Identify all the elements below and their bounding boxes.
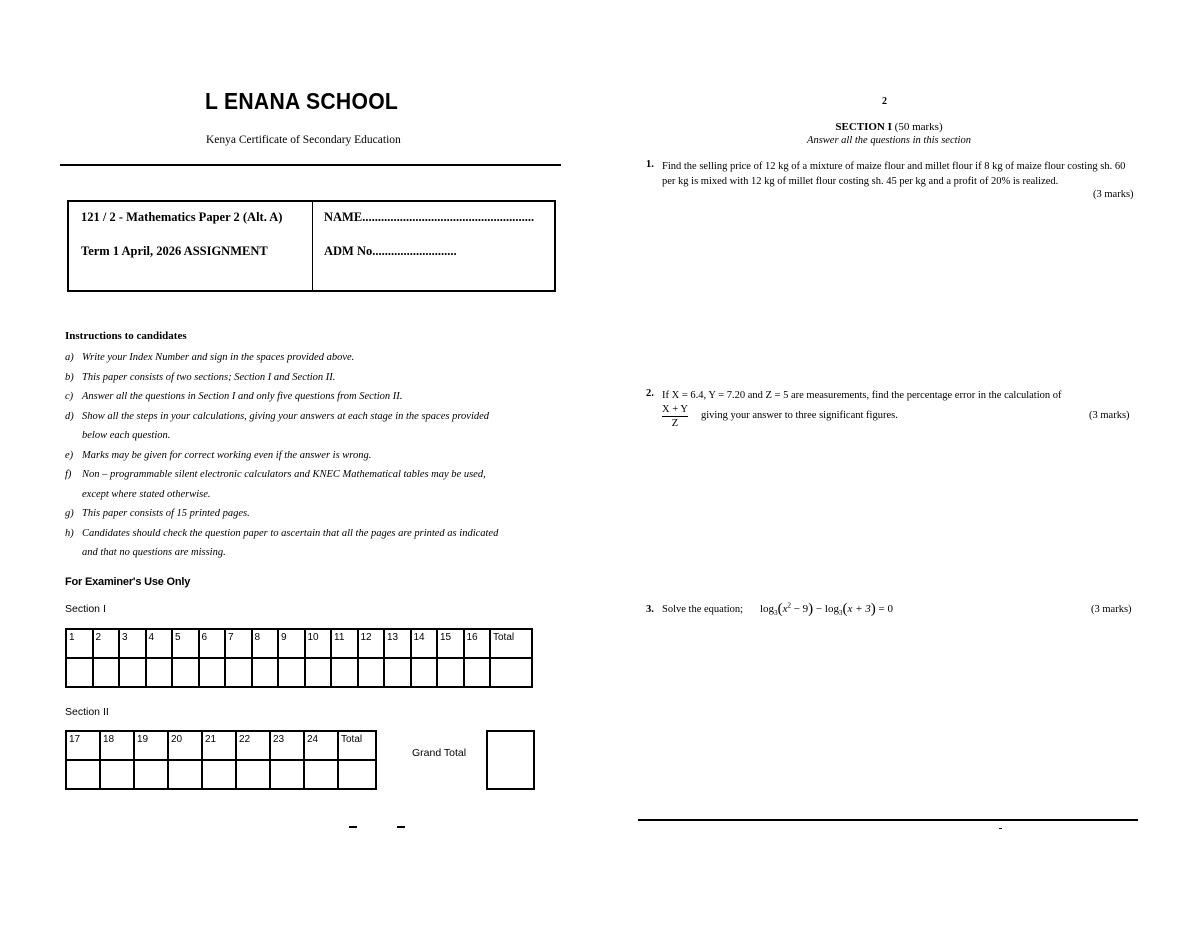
instruction-item — [65, 446, 565, 466]
instruction-text-continued: and that no questions are missing. — [82, 547, 226, 558]
score-cell[interactable] — [358, 658, 385, 687]
instructions-title: Instructions to candidates — [65, 330, 187, 342]
score-cell[interactable] — [93, 658, 120, 687]
question-number: 1. — [646, 159, 654, 170]
question-number: 3. — [646, 604, 654, 615]
section1-label: Section I — [65, 603, 106, 615]
term-label: Term 1 April, 2026 ASSIGNMENT — [81, 244, 268, 258]
question-marks: (3 marks) — [1093, 189, 1134, 200]
question-column-header: Total — [490, 629, 532, 658]
question-column-header: 21 — [202, 731, 236, 760]
header-rule — [60, 164, 561, 166]
instruction-text-continued: below each question. — [82, 430, 171, 441]
instruction-letter: a) — [65, 352, 74, 363]
fraction-denominator: Z — [671, 418, 679, 429]
question-column-header: 7 — [225, 629, 252, 658]
paper-code: 121 / 2 - Mathematics Paper 2 (Alt. A) — [81, 210, 283, 224]
question-marks: (3 marks) — [1091, 604, 1132, 615]
instruction-item — [65, 348, 565, 368]
score-cell[interactable] — [384, 658, 411, 687]
question-column-header: 12 — [358, 629, 385, 658]
score-cell[interactable] — [202, 760, 236, 789]
info-box-divider — [312, 202, 313, 290]
instruction-text: This paper consists of two sections; Section I and Section II. — [82, 371, 336, 383]
instruction-letter: g) — [65, 508, 74, 519]
question-column-header: Total — [338, 731, 376, 760]
score-header-row — [66, 629, 532, 658]
question-column-header: 15 — [437, 629, 464, 658]
question-column-header: 2 — [93, 629, 120, 658]
footer-dash — [999, 828, 1002, 829]
section-title — [640, 121, 1138, 133]
section1-score-table — [65, 628, 533, 688]
log-symbol: log — [824, 603, 839, 615]
eq-term1-rest: − 9 — [790, 603, 809, 615]
instruction-text: Write your Index Number and sign in the spaces provided above. — [82, 352, 355, 363]
instructions-list — [65, 348, 565, 563]
question-column-header: 19 — [134, 731, 168, 760]
question-column-header: 23 — [270, 731, 304, 760]
question-column-header: 4 — [146, 629, 173, 658]
score-cell[interactable] — [119, 658, 146, 687]
instruction-letter: f) — [65, 469, 72, 480]
page-number: 2 — [882, 96, 887, 107]
question-column-header: 8 — [252, 629, 279, 658]
question-text: If X = 6.4, Y = 7.20 and Z = 5 are measurements, find the percentage error in the calculation of — [662, 390, 1062, 401]
paper-info-box — [67, 200, 556, 292]
instruction-letter: h) — [65, 527, 74, 539]
name-field: NAME....................................................... — [324, 210, 535, 224]
score-cell[interactable] — [305, 658, 332, 687]
section-title-marks: (50 marks) — [894, 121, 943, 133]
score-cell[interactable] — [252, 658, 279, 687]
score-cell[interactable] — [304, 760, 338, 789]
instruction-text: This paper consists of 15 printed pages. — [82, 508, 250, 519]
score-cell[interactable] — [66, 658, 93, 687]
section2-label: Section II — [65, 706, 109, 718]
score-cell[interactable] — [331, 658, 358, 687]
instruction-text: Candidates should check the question paper to ascertain that all the pages are printed as indicated — [82, 527, 499, 539]
school-name: L ENANA SCHOOL — [205, 88, 399, 114]
question-number: 2. — [646, 388, 654, 399]
score-cell[interactable] — [66, 760, 100, 789]
question-column-header: 9 — [278, 629, 305, 658]
question-text-after: giving your answer to three significant figures. — [701, 410, 898, 421]
score-entry-row — [66, 760, 376, 789]
instruction-letter: b) — [65, 371, 74, 383]
adm-field: ADM No........................... — [324, 244, 457, 258]
section-subtitle: Answer all the questions in this section — [807, 135, 971, 146]
question-column-header: 6 — [199, 629, 226, 658]
question-column-header: 14 — [411, 629, 438, 658]
instruction-text: Show all the steps in your calculations, giving your answers at each stage in the spaces provided — [82, 410, 490, 422]
log-equation: $\log_3(x^2 - 9) - \log_3(x + 3) = 0$ — [760, 601, 893, 618]
score-cell[interactable] — [270, 760, 304, 789]
question-column-header: 22 — [236, 731, 270, 760]
score-cell[interactable] — [225, 658, 252, 687]
score-cell[interactable] — [437, 658, 464, 687]
footer-dash — [349, 826, 357, 828]
question-column-header: 10 — [305, 629, 332, 658]
question-column-header: 11 — [331, 629, 358, 658]
score-cell[interactable] — [236, 760, 270, 789]
instruction-text: Non – programmable silent electronic calculators and KNEC Mathematical tables may be used, — [82, 469, 486, 480]
question-column-header: 3 — [119, 629, 146, 658]
score-entry-row — [66, 658, 532, 687]
question-text: Find the selling price of 12 kg of a mixture of maize flour and millet flour if 8 kg of maize flour costing sh. 60 per kg is mixed with 12 kg of millet flour costing sh. 45 per kg and a profit of 20% is realized. — [662, 161, 1126, 187]
fraction-numerator: X + Y — [662, 404, 688, 415]
eq-exponent: 2 — [787, 601, 791, 610]
section-title-bold: SECTION I — [835, 121, 892, 133]
score-header-row — [66, 731, 376, 760]
score-cell[interactable] — [278, 658, 305, 687]
grand-total-box — [486, 730, 535, 790]
log-base: 3 — [838, 609, 843, 618]
score-cell[interactable] — [411, 658, 438, 687]
section2-score-table — [65, 730, 377, 790]
grand-total-label: Grand Total — [412, 747, 467, 759]
exam-subtitle: Kenya Certificate of Secondary Education — [206, 134, 401, 146]
question-column-header: 17 — [66, 731, 100, 760]
instruction-item — [65, 524, 565, 544]
question-column-header: 1 — [66, 629, 93, 658]
instruction-item — [65, 465, 565, 485]
instruction-text: Answer all the questions in Section I and only five questions from Section II. — [82, 391, 403, 402]
score-cell[interactable] — [490, 658, 532, 687]
eq-minus: − — [813, 603, 825, 615]
question-column-header: 5 — [172, 629, 199, 658]
question-marks: (3 marks) — [1089, 410, 1130, 421]
fraction — [662, 403, 688, 431]
score-cell[interactable] — [146, 658, 173, 687]
score-cell[interactable] — [199, 658, 226, 687]
score-cell[interactable] — [338, 760, 376, 789]
instruction-letter: c) — [65, 391, 74, 402]
question-column-header: 18 — [100, 731, 134, 760]
eq-term2: x + 3 — [847, 603, 871, 615]
log-symbol: log — [760, 603, 775, 615]
eq-equals: = 0 — [875, 603, 893, 615]
question-text: Solve the equation; — [662, 604, 744, 615]
instruction-item — [65, 504, 565, 524]
question-column-header: 16 — [464, 629, 491, 658]
instruction-item — [65, 387, 565, 407]
instruction-text: Marks may be given for correct working even if the answer is wrong. — [82, 449, 372, 461]
instruction-letter: d) — [65, 410, 74, 422]
instruction-letter: e) — [65, 449, 74, 461]
question-column-header: 13 — [384, 629, 411, 658]
question-column-header: 20 — [168, 731, 202, 760]
score-cell[interactable] — [134, 760, 168, 789]
score-cell[interactable] — [100, 760, 134, 789]
footer-dash — [397, 826, 405, 828]
score-cell[interactable] — [172, 658, 199, 687]
eq-variable: x — [782, 603, 788, 615]
instruction-item — [65, 407, 565, 427]
score-cell[interactable] — [464, 658, 491, 687]
log-base: 3 — [774, 609, 778, 618]
examiner-title: For Examiner's Use Only — [65, 576, 191, 588]
question-column-header: 24 — [304, 731, 338, 760]
footer-rule — [638, 819, 1138, 821]
instruction-item — [65, 368, 565, 388]
instruction-text-continued: except where stated otherwise. — [82, 488, 211, 500]
score-cell[interactable] — [168, 760, 202, 789]
